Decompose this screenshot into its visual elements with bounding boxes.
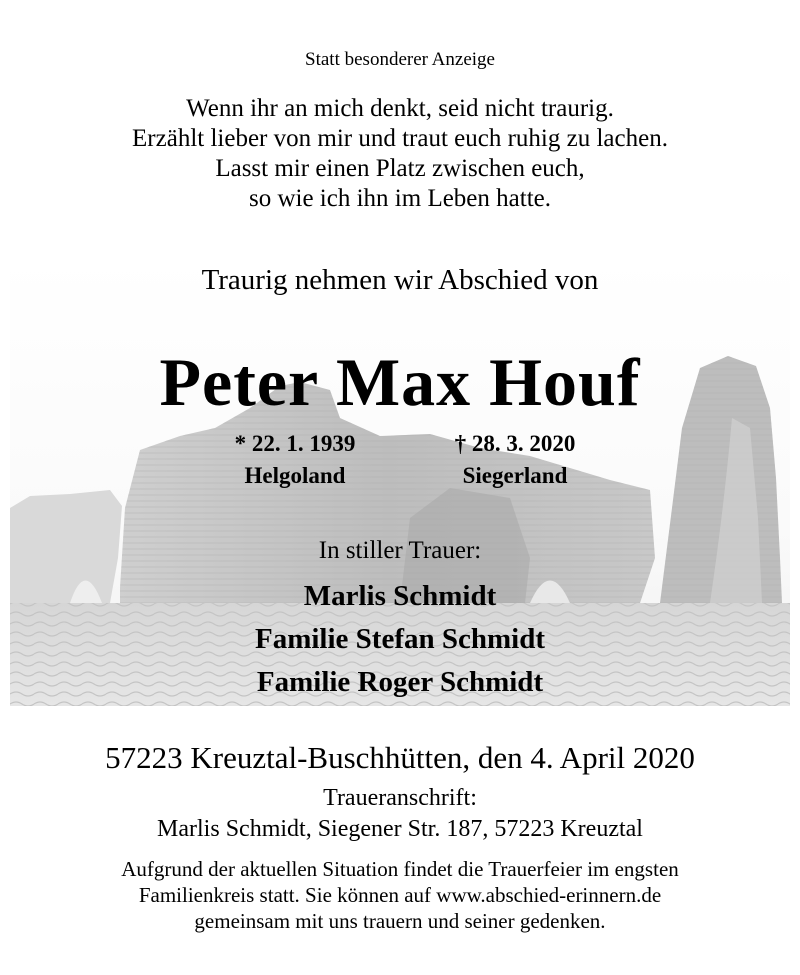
mourners-list bbox=[0, 575, 800, 704]
birth-info bbox=[175, 428, 415, 492]
poem-line: so wie ich ihn im Leben hatte. bbox=[248, 185, 551, 212]
ceremony-notice bbox=[0, 856, 800, 934]
death-place: Siegerland bbox=[462, 463, 568, 488]
address-label: Traueranschrift: bbox=[323, 785, 477, 811]
death-info bbox=[395, 428, 635, 492]
poem-line: Lasst mir einen Platz zwischen euch, bbox=[215, 155, 585, 182]
poem bbox=[0, 94, 800, 214]
birth-place: Helgoland bbox=[244, 463, 346, 488]
notice-line: Aufgrund der aktuellen Situation findet die Trauerfeier im engsten bbox=[121, 857, 679, 881]
farewell-intro: Traurig nehmen wir Abschied von bbox=[201, 264, 599, 296]
mourner: Marlis Schmidt bbox=[303, 580, 497, 612]
mourner: Familie Roger Schmidt bbox=[256, 666, 544, 698]
deceased-name: Peter Max Houf bbox=[159, 344, 641, 420]
place-and-date: 57223 Kreuztal-Buschhütten, den 4. April 2020 bbox=[105, 740, 695, 775]
header-label: Statt besonderer Anzeige bbox=[305, 49, 495, 70]
notice-line: gemeinsam mit uns trauern und seiner gedenken. bbox=[194, 909, 606, 933]
death-date: † 28. 3. 2020 bbox=[454, 431, 576, 456]
notice-line: Familienkreis statt. Sie können auf www.abschied-erinnern.de bbox=[138, 883, 662, 907]
poem-line: Wenn ihr an mich denkt, seid nicht traurig. bbox=[186, 95, 614, 122]
mourning-label: In stiller Trauer: bbox=[318, 537, 482, 564]
mourner: Familie Stefan Schmidt bbox=[255, 623, 545, 655]
birth-date: * 22. 1. 1939 bbox=[234, 431, 356, 456]
poem-line: Erzählt lieber von mir und traut euch ruhig zu lachen. bbox=[132, 125, 668, 152]
life-dates bbox=[0, 428, 800, 494]
mourning-address: Marlis Schmidt, Siegener Str. 187, 57223 Kreuztal bbox=[157, 816, 643, 842]
